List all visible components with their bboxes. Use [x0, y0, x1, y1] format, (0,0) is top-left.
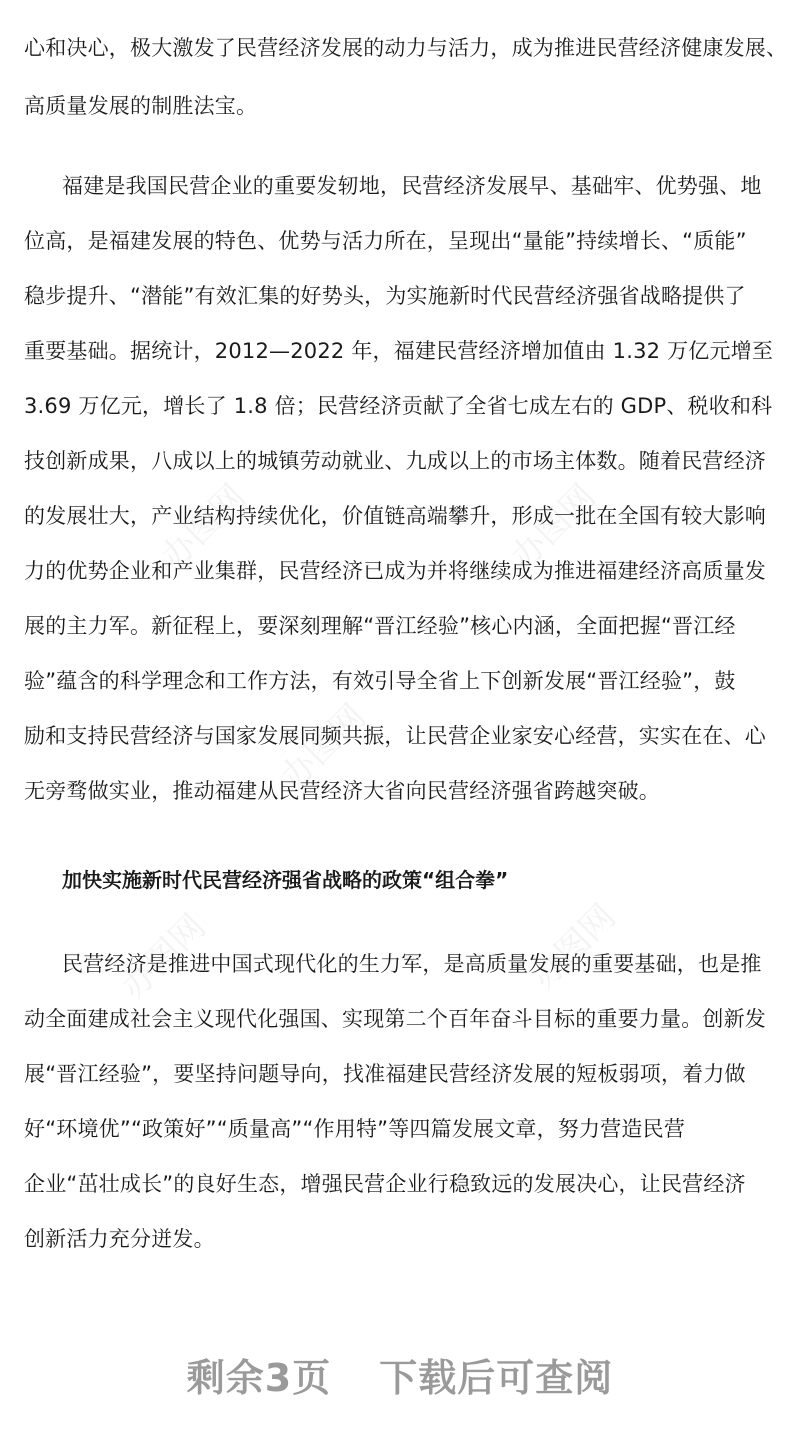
paragraph-line: 展“晋江经验”，要坚持问题导向，找准福建民营经济发展的短板弱项，着力做	[24, 1062, 746, 1086]
paragraph-line: 动全面建成社会主义现代化强国、实现第二个百年奋斗目标的重要力量。创新发	[24, 1007, 766, 1031]
paragraph-line: 技创新成果，八成以上的城镇劳动就业、九成以上的市场主体数。随着民营经济	[24, 449, 766, 473]
paragraph-line: 稳步提升、“潜能”有效汇集的好势头，为实施新时代民营经济强省战略提供了	[24, 284, 746, 308]
paragraph-line: 高质量发展的制胜法宝。	[24, 94, 258, 118]
paragraph-line: 心和决心，极大激发了民营经济发展的动力与活力，成为推进民营经济健康发展、	[24, 36, 788, 60]
watermark: 办图网	[113, 906, 214, 1008]
download-prompt[interactable]	[0, 1352, 800, 1404]
paragraph-line: 励和支持民营经济与国家发展同频共振，让民营企业家安心经营，实实在在、心	[24, 724, 766, 748]
paragraph-line: 展的主力军。新征程上，要深刻理解“晋江经验”核心内涵，全面把握“晋江经	[24, 614, 736, 638]
paragraph-line: 的发展壮大，产业结构持续优化，价值链高端攀升，形成一批在全国有较大影响	[24, 504, 766, 528]
paragraph-line: 创新活力充分迸发。	[24, 1227, 215, 1251]
paragraph-line: 民营经济是推进中国式现代化的生力军，是高质量发展的重要基础，也是推	[62, 952, 762, 976]
paragraph-line: 无旁骛做实业，推动福建从民营经济大省向民营经济强省跨越突破。	[24, 779, 660, 803]
paragraph-line: 好“环境优”“政策好”“质量高”“作用特”等四篇发展文章，努力营造民营	[24, 1117, 686, 1141]
paragraph-line: 验”蕴含的科学理念和工作方法，有效引导全省上下创新发展“晋江经验”，鼓	[24, 669, 736, 693]
watermark: 办图网	[523, 896, 624, 998]
paragraph-line: 福建是我国民营企业的重要发轫地，民营经济发展早、基础牢、优势强、地	[62, 174, 762, 198]
watermark: 办图网	[153, 476, 254, 578]
watermark: 办图网	[503, 476, 604, 578]
remaining-pages-label: 剩余3页	[186, 1356, 332, 1400]
paragraph-line: 3.69 万亿元，增长了 1.8 倍；民营经济贡献了全省七成左右的 GDP、税收和科	[24, 394, 773, 418]
download-to-read-label[interactable]: 下载后可查阅	[379, 1356, 614, 1400]
section-heading: 加快实施新时代民营经济强省战略的政策“组合拳”	[62, 868, 509, 892]
paragraph-line: 重要基础。据统计，2012—2022 年，福建民营经济增加值由 1.32 万亿元增至	[24, 339, 774, 363]
paragraph-line: 力的优势企业和产业集群，民营经济已成为并将继续成为推进福建经济高质量发	[24, 559, 766, 583]
watermark: 办图网	[273, 696, 374, 798]
paragraph-line: 企业“茁壮成长”的良好生态，增强民营企业行稳致远的发展决心，让民营经济	[24, 1172, 746, 1196]
paragraph-line: 位高，是福建发展的特色、优势与活力所在，呈现出“量能”持续增长、“质能”	[24, 229, 747, 253]
